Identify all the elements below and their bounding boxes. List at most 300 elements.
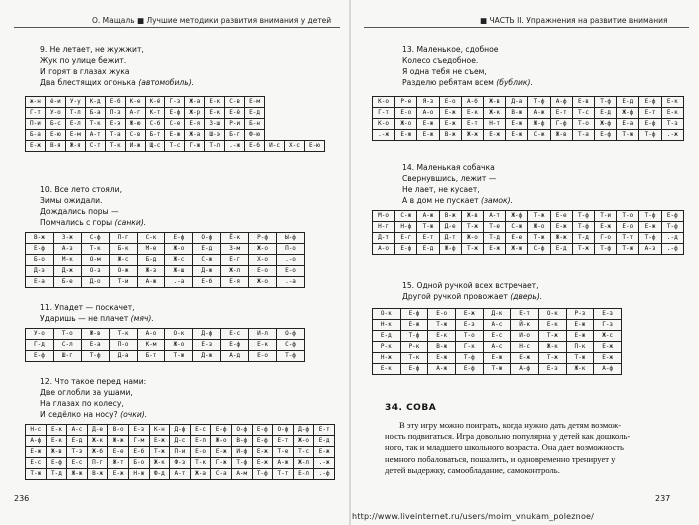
grid-cell: Г-з	[165, 97, 185, 108]
grid-cell: Е-к	[661, 97, 683, 108]
grid-cell: Е-к	[661, 108, 683, 119]
grid-cell: Ф-з	[170, 458, 191, 469]
riddle-line: 9. Не летает, не жужжит,	[40, 45, 144, 54]
grid-cell: А-г	[125, 108, 145, 119]
grid-cell: Ж-к	[538, 342, 566, 353]
grid-cell: Ж-о	[249, 244, 277, 255]
grid-cell: А-ж	[137, 277, 165, 288]
cipher-grid-14	[372, 210, 684, 255]
grid-cell: Т-т	[273, 469, 294, 480]
grid-cell: С-в	[125, 130, 145, 141]
grid-cell: Е-д	[617, 97, 639, 108]
grid-cell: Т-ж	[538, 353, 566, 364]
riddle-13	[402, 44, 533, 88]
grid-cell: Е-ё	[225, 108, 245, 119]
grid-cell: Е-г	[221, 255, 249, 266]
grid-cell: С-ф	[277, 340, 305, 351]
grid-cell: Ж-ж	[506, 244, 528, 255]
grid-cell: Е-ф	[661, 211, 683, 222]
grid-cell: Н-ж	[128, 469, 149, 480]
grid-cell: Е-ж	[428, 353, 456, 364]
riddle-line: 13. Маленькое, сдобное	[402, 45, 499, 54]
grid-cell: К-т	[145, 108, 165, 119]
grid-cell: Е-ф	[252, 436, 273, 447]
grid-row	[26, 469, 335, 480]
grid-cell: .-а	[277, 277, 305, 288]
grid-cell: В-ж	[439, 130, 461, 141]
grid-cell: Е-ж	[417, 119, 439, 130]
riddle-last-line	[402, 77, 533, 88]
grid-cell: О-ф	[193, 233, 221, 244]
grid-row	[26, 108, 325, 119]
riddle-last-line	[40, 217, 146, 228]
grid-cell: Е-к	[249, 340, 277, 351]
riddle-line: 11. Упадет — поскачет,	[40, 303, 135, 312]
riddle-line: 15. Одной ручкой всех встречает,	[402, 281, 539, 290]
grid-cell: Д-ж	[53, 266, 81, 277]
paragraph-line: детей выдержку, самообладание, самоконтроль.	[385, 464, 560, 475]
grid-cell: Ж-о	[165, 244, 193, 255]
grid-cell: Т-ф	[595, 97, 617, 108]
grid-row	[26, 329, 305, 340]
grid-cell: Е-о	[277, 266, 305, 277]
grid-row	[26, 119, 325, 130]
grid-cell: Е-е	[550, 211, 572, 222]
riddle-line: Свернувшись, лежит —	[402, 174, 497, 183]
grid-cell: Н-г	[373, 222, 395, 233]
grid-cell: Ф-д	[149, 469, 170, 480]
grid-cell: Х-о	[249, 255, 277, 266]
grid-cell: Д-с	[170, 436, 191, 447]
grid-cell: А-д	[221, 351, 249, 362]
grid-cell: Д-о	[81, 277, 109, 288]
riddle-answer: (замок).	[480, 196, 513, 205]
grid-cell: Е-ф	[639, 119, 661, 130]
grid-cell: Ж-ж	[108, 436, 129, 447]
grid-cell: Ж-а	[185, 97, 205, 108]
grid-cell: Т-ф	[528, 97, 550, 108]
grid-cell: Х-с	[284, 141, 304, 152]
riddle-line-text: Другой ручкой провожает	[402, 292, 508, 301]
grid-cell: Б-г	[225, 130, 245, 141]
grid-cell: Т-ж	[417, 222, 439, 233]
grid-cell: М-о	[373, 211, 395, 222]
grid-cell: Ж-л	[221, 266, 249, 277]
paragraph-line: ного, так и младшего школьного возраста. Она дает возможность	[385, 442, 624, 453]
grid-cell: .-ж	[314, 458, 335, 469]
grid-cell: Е-ф	[395, 244, 417, 255]
grid-cell: Е-ю	[304, 141, 324, 152]
grid-cell: Е-а	[81, 340, 109, 351]
grid-cell: .-ж	[225, 141, 245, 152]
riddle-answer: (автомобиль).	[138, 78, 195, 87]
grid-cell: Т-ж	[483, 364, 511, 375]
grid-cell: Ж-ф	[617, 108, 639, 119]
grid-row	[373, 97, 684, 108]
grid-cell: Ж-ф	[595, 119, 617, 130]
grid-cell: К-е	[125, 97, 145, 108]
grid-cell: Е-ж	[149, 436, 170, 447]
riddle-last-line	[402, 195, 513, 206]
riddle-last-line	[402, 291, 542, 302]
grid-cell: П-и	[170, 447, 191, 458]
grid-cell: Ж-с	[109, 255, 137, 266]
grid-cell: М-е	[137, 244, 165, 255]
grid-cell: Т-ф	[81, 351, 109, 362]
grid-cell: Б-д	[137, 255, 165, 266]
paragraph-line: В эту игру можно поиграть, когда нужно дать детям возмож-	[399, 420, 622, 430]
grid-cell: Е-б	[128, 447, 149, 458]
grid-cell: Е-ж	[483, 353, 511, 364]
grid-cell: О-ф	[231, 425, 252, 436]
grid-cell: Ж-л	[293, 458, 314, 469]
running-header-left: О. Мащаль ■ Лучшие методики развития внимания у детей	[92, 16, 332, 25]
grid-cell: Ё-к	[221, 233, 249, 244]
grid-cell: .-о	[277, 255, 305, 266]
grid-cell: Е-а	[26, 277, 54, 288]
riddle-line-text: Ударишь — не плачет	[40, 314, 129, 323]
grid-cell: Т-ф	[595, 244, 617, 255]
grid-cell: Е-т	[639, 108, 661, 119]
grid-cell: К-ё	[145, 97, 165, 108]
grid-cell: О-з	[81, 266, 109, 277]
grid-cell: С-т	[85, 141, 105, 152]
grid-cell: Н-с	[511, 342, 539, 353]
grid-cell: Т-ж	[572, 244, 594, 255]
grid-cell: Е-о	[249, 351, 277, 362]
grid-cell: А-б	[461, 97, 483, 108]
grid-cell: Д-а	[506, 97, 528, 108]
grid-cell: С-ф	[528, 244, 550, 255]
grid-cell: Ж-с	[165, 255, 193, 266]
grid-cell: К-м	[137, 340, 165, 351]
grid-cell: Т-ж	[26, 469, 47, 480]
grid-cell: А-м	[231, 469, 252, 480]
grid-cell: Е-ж	[252, 458, 273, 469]
grid-cell: Н-с	[26, 425, 47, 436]
grid-cell: Ж-к	[484, 108, 506, 119]
grid-cell: .-ф	[314, 469, 335, 480]
grid-cell: Е-ф	[400, 309, 428, 320]
grid-cell: Щ-с	[145, 141, 165, 152]
grid-cell: Ж-в	[46, 447, 67, 458]
grid-cell: Т-ж	[428, 320, 456, 331]
grid-cell: В-ж	[439, 211, 461, 222]
grid-cell: Я-з	[417, 97, 439, 108]
grid-cell: Т-ф	[639, 233, 661, 244]
grid-cell: Е-з	[455, 320, 483, 331]
grid-cell: Е-п	[190, 436, 211, 447]
riddle-line: 12. Что такое перед нами:	[40, 377, 147, 386]
grid-cell: Б-а	[26, 130, 46, 141]
riddle-line: Зимы ожидали.	[40, 196, 103, 205]
grid-cell: О-ж	[109, 266, 137, 277]
grid-cell: Н-т	[484, 119, 506, 130]
grid-cell: Р-и	[225, 119, 245, 130]
grid-cell: Е-з	[128, 425, 149, 436]
grid-cell: Т-ж	[461, 222, 483, 233]
grid-cell: П-г	[109, 233, 137, 244]
grid-cell: Е-ж	[400, 320, 428, 331]
grid-cell: .-ж	[373, 130, 395, 141]
grid-cell: Е-ж	[314, 447, 335, 458]
riddle-line-text: Два блестящих огонька	[40, 78, 136, 87]
grid-cell: Ж-т	[108, 458, 129, 469]
grid-cell: Т-с	[572, 108, 594, 119]
grid-row	[26, 447, 335, 458]
grid-cell: Т-ф	[639, 130, 661, 141]
grid-cell: Е-с	[67, 458, 88, 469]
grid-cell: Н-к	[373, 320, 401, 331]
grid-cell: В-о	[108, 425, 129, 436]
grid-cell: Д-к	[483, 309, 511, 320]
grid-cell: Т-с	[165, 141, 185, 152]
grid-cell: Т-т	[617, 233, 639, 244]
grid-cell: Д-ж	[193, 266, 221, 277]
grid-cell: П-о	[109, 340, 137, 351]
grid-cell: Т-ф	[252, 469, 273, 480]
grid-cell: Б-а	[85, 108, 105, 119]
grid-row	[373, 130, 684, 141]
grid-cell: Т-а	[572, 130, 594, 141]
riddle-line-text: А в дом не пускает	[402, 196, 479, 205]
section-paragraph	[385, 420, 685, 476]
riddle-line: Не лает, не кусает,	[402, 185, 480, 194]
grid-cell: Е-э	[105, 119, 125, 130]
grid-cell: Е-т	[511, 309, 539, 320]
cipher-grid-12	[25, 424, 335, 480]
grid-cell: К-о	[373, 97, 395, 108]
grid-cell: Ж-р	[185, 108, 205, 119]
grid-row	[373, 119, 684, 130]
grid-cell: ж-н	[26, 97, 46, 108]
riddle-line: Колесо съедобное.	[402, 56, 479, 65]
grid-cell: И-о	[511, 331, 539, 342]
paragraph-line: немного побаловаться, пошалить, и одновременно тренирует у	[385, 453, 616, 464]
grid-cell: Е-ж	[511, 353, 539, 364]
cipher-grid-10	[25, 232, 305, 288]
riddle-line: Дождались поры —	[40, 207, 119, 216]
grid-cell: Ж-с	[594, 331, 622, 342]
grid-cell: Е-ж	[26, 447, 47, 458]
grid-row	[26, 97, 325, 108]
grid-cell: Ы-ф	[277, 233, 305, 244]
riddle-answer: (санки).	[114, 218, 147, 227]
grid-cell: Е-т	[461, 119, 483, 130]
grid-cell: Т-е	[273, 447, 294, 458]
riddle-line: 10. Все лето стояли,	[40, 185, 122, 194]
grid-cell: Е-ж	[108, 469, 129, 480]
grid-cell: Т-ф	[572, 222, 594, 233]
grid-cell: В-я	[45, 141, 65, 152]
grid-cell: Е-е	[108, 447, 129, 458]
grid-cell: А-с	[483, 320, 511, 331]
grid-cell: П-к	[566, 342, 594, 353]
grid-row	[373, 211, 684, 222]
grid-cell: Е-д	[373, 331, 401, 342]
grid-cell: Д-е	[439, 222, 461, 233]
grid-cell: Е-ф	[211, 425, 232, 436]
grid-cell: Ж-к	[149, 458, 170, 469]
grid-cell: Е-ф	[165, 108, 185, 119]
grid-cell: Е-ф	[26, 244, 54, 255]
grid-row	[26, 255, 305, 266]
grid-cell: С-л	[53, 340, 81, 351]
grid-cell: Й-к	[511, 320, 539, 331]
grid-cell: Е-б	[245, 141, 265, 152]
grid-cell: Е-ф	[252, 425, 273, 436]
grid-cell: Г-т	[373, 108, 395, 119]
paragraph-line: ность подвигаться. Игра довольно популярна у детей как дошколь-	[385, 431, 631, 442]
grid-cell: О-к	[538, 309, 566, 320]
grid-cell: З-ж	[53, 233, 81, 244]
riddle-line-text: Разделю ребятам всем	[402, 78, 494, 87]
grid-cell: Е-к	[46, 425, 67, 436]
grid-row	[373, 331, 622, 342]
grid-cell: Б-с	[45, 119, 65, 130]
grid-cell: П-з	[105, 108, 125, 119]
grid-row	[373, 108, 684, 119]
grid-row	[373, 222, 684, 233]
grid-row	[26, 425, 335, 436]
grid-cell: Е-д	[67, 436, 88, 447]
grid-cell: Е-с	[26, 458, 47, 469]
grid-cell: О-к	[373, 309, 401, 320]
grid-cell: Б-к	[109, 244, 137, 255]
grid-cell: З-ш	[205, 119, 225, 130]
grid-cell: Е-е	[506, 233, 528, 244]
grid-cell: С-ж	[506, 222, 528, 233]
grid-cell: Т-ж	[617, 244, 639, 255]
grid-cell: Т-ж	[617, 130, 639, 141]
grid-cell: Г-о	[595, 233, 617, 244]
grid-cell: Г-м	[128, 436, 149, 447]
grid-cell: Д-ж	[193, 351, 221, 362]
grid-cell: Ж-о	[249, 277, 277, 288]
grid-cell: Ш-э	[205, 130, 225, 141]
grid-cell: ё-и	[45, 97, 65, 108]
grid-cell: А-т	[85, 130, 105, 141]
grid-cell: Р-к	[400, 342, 428, 353]
grid-cell: Ж-ф	[528, 119, 550, 130]
grid-row	[373, 309, 622, 320]
grid-cell: А-о	[137, 329, 165, 340]
grid-cell: Т-к	[105, 141, 125, 152]
grid-cell: В-ж	[506, 108, 528, 119]
grid-cell: Г-ж	[211, 458, 232, 469]
grid-cell: Е-ж	[566, 331, 594, 342]
grid-cell: Т-з	[67, 447, 88, 458]
grid-cell: Т-ф	[277, 351, 305, 362]
grid-cell: О-ф	[273, 425, 294, 436]
grid-cell: З-м	[221, 244, 249, 255]
grid-cell: Е-з	[538, 364, 566, 375]
grid-cell: С-ж	[193, 255, 221, 266]
grid-cell: Е-к	[205, 97, 225, 108]
grid-cell: А-ж	[273, 458, 294, 469]
grid-cell: Е-д	[550, 244, 572, 255]
grid-cell: Е-ж	[26, 141, 46, 152]
grid-cell: Т-о	[572, 119, 594, 130]
grid-cell: Т-ж	[566, 353, 594, 364]
grid-cell: И-л	[249, 329, 277, 340]
grid-cell: Т-к	[81, 244, 109, 255]
grid-cell: Т-о	[617, 211, 639, 222]
grid-cell: Т-к	[109, 329, 137, 340]
grid-cell: Ж-в	[461, 211, 483, 222]
grid-cell: Г-ж	[185, 141, 205, 152]
grid-cell: И-ж	[125, 141, 145, 152]
grid-cell: Ж-в	[81, 329, 109, 340]
grid-cell: У-о	[26, 329, 54, 340]
grid-cell: Ж-ш	[165, 266, 193, 277]
grid-cell: С-а	[211, 469, 232, 480]
grid-row	[26, 141, 325, 152]
grid-cell: Е-ж	[439, 119, 461, 130]
grid-cell: Ш-г	[53, 351, 81, 362]
grid-cell: Е-к	[205, 108, 225, 119]
grid-cell: Ж-а	[190, 469, 211, 480]
riddle-line: Две оглобли за ушами,	[40, 388, 133, 397]
grid-cell: Е-ж	[550, 222, 572, 233]
grid-cell: .-д	[661, 233, 683, 244]
grid-cell: С-б	[145, 119, 165, 130]
grid-cell: Е-с	[190, 425, 211, 436]
grid-cell: Е-ф	[26, 351, 54, 362]
grid-cell: Т-д	[484, 233, 506, 244]
grid-cell: Е-т	[550, 108, 572, 119]
grid-cell: Ж-о	[461, 233, 483, 244]
grid-cell: Е-т	[417, 233, 439, 244]
grid-cell: У-у	[65, 97, 85, 108]
grid-row	[26, 340, 305, 351]
grid-cell: Е-ж	[594, 342, 622, 353]
grid-cell: Е-ф	[455, 364, 483, 375]
grid-cell: Ж-ж	[461, 130, 483, 141]
grid-row	[26, 244, 305, 255]
grid-cell: Е-д	[245, 108, 265, 119]
grid-cell: Т-ж	[538, 331, 566, 342]
grid-cell: Б-т	[137, 351, 165, 362]
grid-cell: Ж-в	[484, 97, 506, 108]
grid-cell: Б-н	[245, 119, 265, 130]
grid-cell: Е-в	[572, 97, 594, 108]
grid-cell: А-о	[373, 244, 395, 255]
grid-cell: Д-т	[373, 233, 395, 244]
grid-cell: В-ж	[428, 342, 456, 353]
grid-cell: Е-ж	[417, 130, 439, 141]
grid-cell: Е-ф	[595, 130, 617, 141]
riddle-12	[40, 376, 147, 420]
riddle-15	[402, 280, 542, 302]
grid-cell: У-о	[45, 108, 65, 119]
grid-cell: .-ф	[661, 244, 683, 255]
grid-cell: Ж-о	[165, 340, 193, 351]
grid-cell: Е-ю	[45, 130, 65, 141]
cipher-grid-9	[25, 96, 325, 152]
grid-cell: Д-а	[109, 351, 137, 362]
grid-cell: Т-ф	[639, 211, 661, 222]
grid-cell: А-о	[417, 108, 439, 119]
grid-cell: Т-ж	[528, 211, 550, 222]
riddle-answer: (очки).	[120, 410, 148, 419]
grid-cell: Т-к	[400, 353, 428, 364]
grid-cell: Е-ж	[639, 222, 661, 233]
grid-cell: Г-к	[455, 342, 483, 353]
grid-row	[26, 266, 305, 277]
grid-cell: К-д	[85, 97, 105, 108]
grid-cell: П-г	[87, 458, 108, 469]
